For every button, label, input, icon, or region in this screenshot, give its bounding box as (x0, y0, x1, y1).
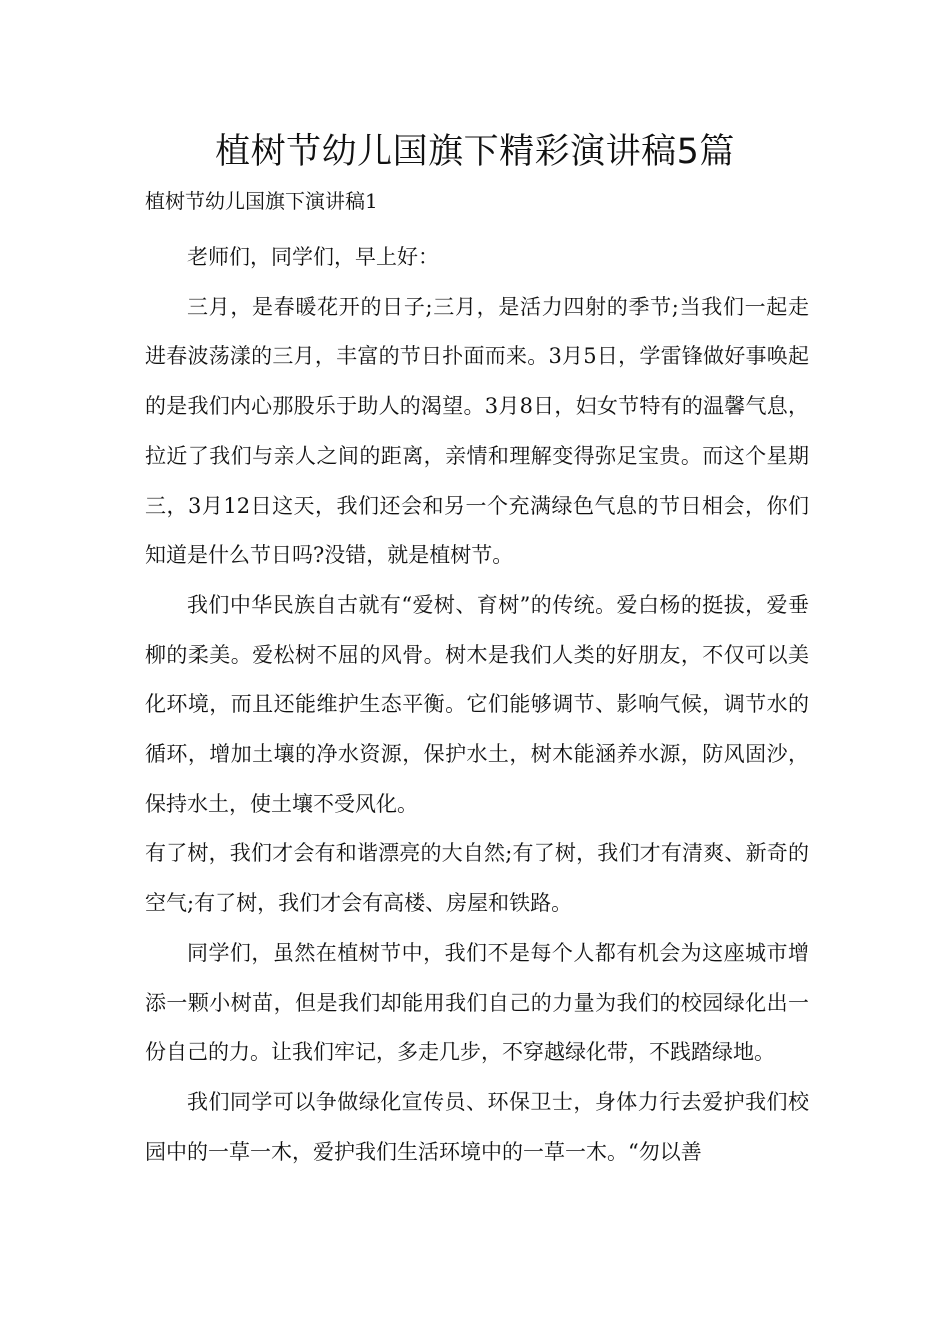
paragraph-greeting: 老师们，同学们，早上好： (187, 245, 439, 269)
document-title: 植树节幼儿国旗下精彩演讲稿5篇 (215, 132, 735, 172)
document-body (145, 233, 809, 1177)
paragraph-campus-greening: 同学们，虽然在植树节中，我们不是每个人都有机会为这座城市增添一颗小树苗，但是我们却能用我们自己的力量为我们的校园绿化出一份自己的力。让我们牢记，多走几步，不穿越绿化带，不践踏绿地。 (145, 940, 809, 1065)
section-heading: 植树节幼儿国旗下演讲稿1 (145, 189, 378, 213)
paragraph-march-festivals: 三月，是春暖花开的日子;三月，是活力四射的季节;当我们一起走进春波荡漾的三月，丰富的节日扑面而来。3月5日，学雷锋做好事唤起的是我们内心那股乐于助人的渴望。3月8日，妇女节特有的温馨气息，拉近了我们与亲人之间的距离，亲情和理解变得弥足宝贵。而这个星期三，3月12日这天，我们还会和另一个充满绿色气息的节日相会，你们知道是什么节日吗?没错，就是植树节。 (145, 294, 809, 568)
paragraph-with-trees: 有了树，我们才会有和谐漂亮的大自然;有了树，我们才有清爽、新奇的空气;有了树，我们才会有高楼、房屋和铁路。 (145, 841, 809, 916)
paragraph-tree-tradition: 我们中华民族自古就有“爱树、育树”的传统。爱白杨的挺拔，爱垂柳的柔美。爱松树不屈的风骨。树木是我们人类的好朋友，不仅可以美化环境，而且还能维护生态平衡。它们能够调节、影响气候，调节水的循环，增加土壤的净水资源，保护水土，树木能涵养水源，防风固沙，保持水土，使土壤不受风化。 (145, 592, 809, 816)
paragraph-environment-guards: 我们同学可以争做绿化宣传员、环保卫士，身体力行去爱护我们校园中的一草一木，爱护我们生活环境中的一草一木。“勿以善 (145, 1089, 809, 1164)
